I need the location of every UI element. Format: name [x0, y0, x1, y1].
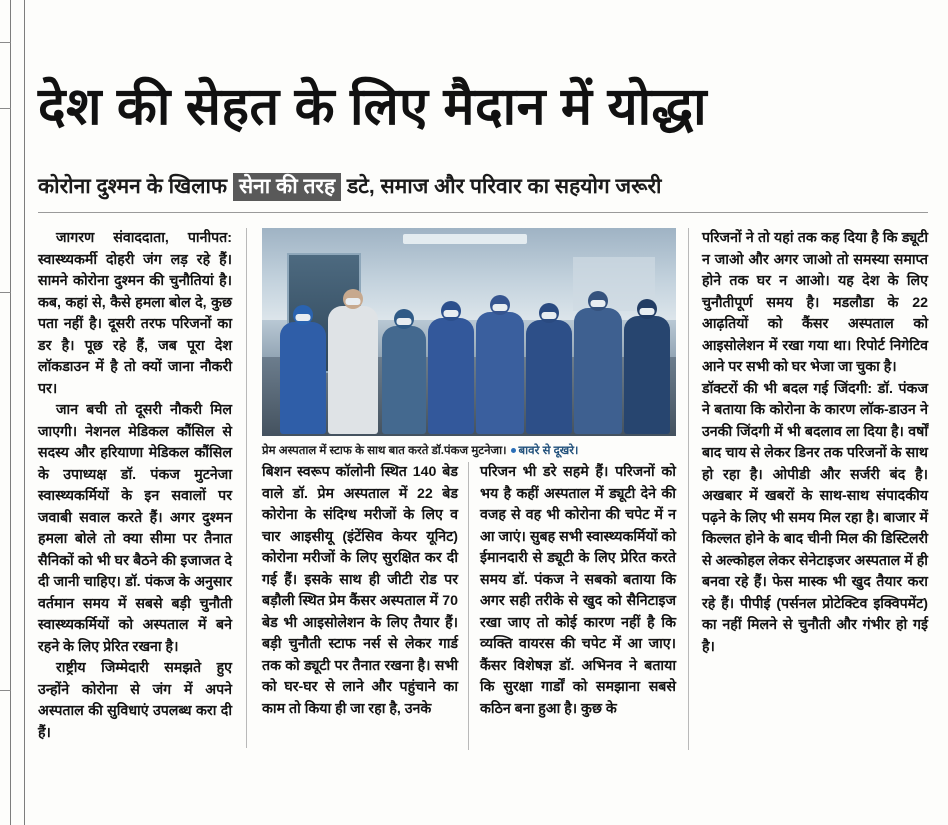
headline: देश की सेहत के लिए मैदान में योद्धा — [38, 78, 708, 136]
subheadline — [38, 172, 928, 202]
byline-paragraph — [38, 228, 232, 400]
paragraph-text: डॉ. पंकज ने बताया कि कोरोना के कारण लॉक-डाउन ने उनकी जिंदगी में भी बदलाव ला दिया है। वर्षों बाद चाय से लेकर डिनर तक परिजनों के साथ हो रहा है। ओपीडी और सर्जरी बंद है। अखबार में खबरों के साथ-साथ संपादकीय पढ़ने के लिए भी समय मिल रहा है। बाजार में किल्लत होने के बाद चीनी मिल की डिस्टिलरी से अल्कोहल लेकर सेनेटाइजर अस्पताल में ही बनवा रहे हैं। फेस मास्क भी खुद तैयार करा रहे हैं। पीपीई (पर्सनल प्रोटेक्टिव इक्विपमेंट) का नहीं मिलने से चुनौती और गंभीर हो गई है। — [702, 380, 928, 655]
paragraph-text: स्वास्थ्यकर्मी दोहरी जंग लड़ रहे हैं। सामने कोरोना दुश्मन की चुनौतियां है। कब, कहां से, कैसे हमला बोल दे, कुछ पता नहीं है। दूसरी तरफ परिजनों का डर है। पूछ रहे हैं, जब पूरा देश लॉकडाउन में है तो क्यों जाना नौकरी पर। — [38, 251, 232, 397]
page-border-left-outer — [10, 0, 11, 825]
subheadline-highlight: सेना की तरह — [233, 173, 341, 201]
column-divider — [468, 462, 469, 750]
photo-ceiling-light — [403, 234, 527, 244]
column-left — [38, 228, 232, 744]
photo-person-mask — [397, 318, 412, 325]
photo-person-mask — [493, 304, 508, 311]
paragraph: राष्ट्रीय जिम्मेदारी समझते हुए उन्होंने कोरोना से जंग में अपने अस्पताल की सुविधाएं उपलब्ध करा दी हैं। — [38, 660, 232, 741]
margin-tick — [0, 42, 11, 43]
subheadline-before: कोरोना दुश्मन के खिलाफ — [38, 175, 233, 198]
paragraph: परिजन भी डरे सहमे हैं। परिजनों को भय है कहीं अस्पताल में ड्यूटी देने की वजह से वह भी कोरोना की चपेट में न आ जाएं। सुबह सभी स्वास्थ्यकर्मियों को ईमानदारी से ड्यूटी के लिए प्रेरित करते समय डॉ. पंकज ने सबको बताया कि अगर सही तरीके से खुद को सैनिटाइज रखा जाए तो कोई कारण नहीं है कि व्यक्ति वायरस की चपेट में आ जाए। कैंसर विशेषज्ञ डॉ. अभिनव ने बताया कि सुरक्षा गार्डों को समझाना सबसे कठिन बना हुआ है। कुछ के — [480, 464, 676, 717]
photo-person — [624, 316, 670, 434]
photo-person-mask — [640, 308, 655, 315]
column-middle-1 — [262, 462, 458, 720]
subsection-paragraph — [702, 379, 928, 659]
photo-person — [476, 312, 524, 434]
photo-person-mask — [591, 300, 606, 307]
margin-tick — [0, 292, 11, 293]
photo-person-mask — [444, 310, 459, 317]
paragraph: जान बची तो दूसरी नौकरी मिल जाएगी। नेशनल मेडिकल कौंसिल से सदस्य और हरियाणा मेडिकल कौंसिल के उपाध्यक्ष डॉ. पंकज मुटनेजा स्वास्थ्यकर्मियों के इन सवालों पर जवाबी सवाल करते हैं। अगर दुश्मन हमला बोले तो क्या सीमा पर तैनात सैनिकों को भी घर बैठने की इजाजत दे दी जानी चाहिए। डॉ. पंकज के अनुसार वर्तमान समय में सबसे बड़ी चुनौती स्वास्थ्यकर्मियों को अस्पताल में बने रहने के लिए प्रेरित रखना है। — [38, 402, 232, 655]
column-divider — [688, 228, 689, 750]
page-border-left-inner — [24, 0, 25, 825]
subheadline-after: डटे, समाज और परिवार का सहयोग जरूरी — [341, 175, 662, 198]
caption-text: प्रेम अस्पताल में स्टाफ के साथ बात करते डॉ.पंकज मुटनेजा। — [262, 444, 507, 457]
photo-person-mask — [346, 298, 361, 305]
column-middle-2 — [480, 462, 676, 720]
caption-credit: बावरे से दूखरे। — [518, 444, 579, 457]
margin-tick — [0, 690, 11, 691]
horizontal-divider — [38, 212, 928, 213]
photo-person-mask — [296, 314, 311, 321]
column-right — [702, 228, 928, 658]
article-photo — [262, 228, 676, 436]
subsection-lead: डॉक्टरों की भी बदल गई जिंदगी: — [702, 380, 873, 397]
paragraph: परिजनों ने तो यहां तक कह दिया है कि ड्यूटी न जाओ और अगर जाओ तो समस्या समाप्त होने तक घर न आओ। यह देश के लिए चुनौतीपूर्ण समय है। मडलौडा के 22 आढ़तियों को कैंसर अस्पताल को आइसोलेशन में रखा गया था। रिपोर्ट निगेटिव आने पर सभी को घर भेजा जा चुका है। — [702, 230, 928, 375]
photo-person — [382, 326, 426, 434]
photo-caption — [262, 443, 676, 458]
photo-person — [574, 308, 622, 434]
page-bottom-cutoff — [38, 760, 928, 820]
byline: जागरण संवाददाता, पानीपत: — [56, 230, 232, 246]
photo-person — [280, 322, 326, 434]
photo-person-mask — [542, 312, 557, 319]
photo-person — [428, 318, 474, 434]
article-content — [34, 0, 934, 825]
paragraph: बिशन स्वरूप कॉलोनी स्थित 140 बेड वाले डॉ. प्रेम अस्पताल में 22 बेड कोरोना के संदिग्ध मरीजों के लिए व चार आइसीयू (इंटेंसिव केयर यूनिट) कोरोना मरीजों के लिए सुरक्षित कर दी गई हैं। इसके साथ ही जीटी रोड पर बड़ौली स्थित प्रेम कैंसर अस्पताल में 70 बेड भी आइसोलेशन के लिए तैयार हैं। बड़ी चुनौती स्टाफ नर्स से लेकर गार्ड तक को ड्यूटी पर तैनात रखना है। सभी को घर-घर से लाने और पहुंचाने का काम तो किया ही जा रहा है, उनके — [262, 464, 458, 717]
photo-person — [328, 306, 378, 434]
bullet-icon — [511, 448, 516, 453]
margin-tick — [0, 108, 11, 109]
column-divider — [246, 228, 247, 748]
photo-person — [526, 320, 572, 434]
